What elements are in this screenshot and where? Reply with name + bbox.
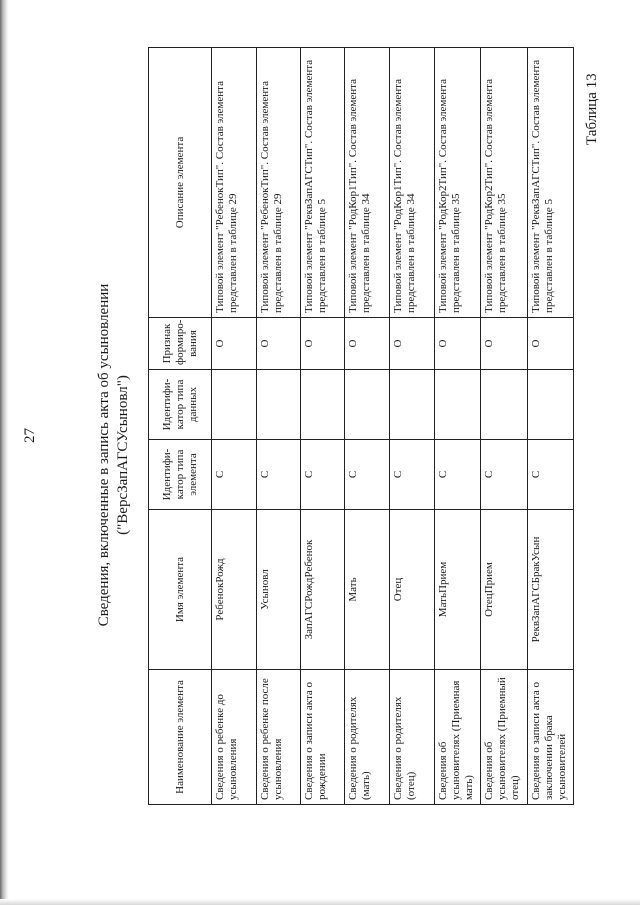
row-element-type-id-cell: С xyxy=(390,440,435,510)
table-row xyxy=(257,48,301,805)
table-row xyxy=(481,48,528,805)
row-element-type-id-cell: С xyxy=(257,440,301,510)
row-data-type-id-cell xyxy=(390,370,435,440)
row-element-name-cell: РеквЗапАГСБракУсын xyxy=(528,510,574,670)
elements-table xyxy=(148,47,574,805)
row-description-cell: Типовой элемент "РодКор1Тип". Состав элемента представлен в таблице 34 xyxy=(390,48,435,318)
row-element-name-cell: Отец xyxy=(390,510,435,670)
row-name-cell: Сведения о родителях (отец) xyxy=(390,670,435,805)
row-data-type-id-cell xyxy=(301,370,345,440)
row-data-type-id-cell xyxy=(481,370,528,440)
table-row xyxy=(390,48,435,805)
row-name-cell: Сведения об усыновителях (Приемная мать) xyxy=(435,670,481,805)
row-formation-sign-cell: О xyxy=(528,318,574,370)
row-description-cell: Типовой элемент "РодКор2Тип". Состав элемента представлен в таблице 35 xyxy=(435,48,481,318)
page-number: 27 xyxy=(22,428,38,443)
table-row xyxy=(212,48,257,805)
row-formation-sign-cell: О xyxy=(390,318,435,370)
row-formation-sign-cell: О xyxy=(345,318,390,370)
table-header-row xyxy=(149,48,212,805)
table-row xyxy=(301,48,345,805)
row-name-cell: Сведения о записи акта о рождении xyxy=(301,670,345,805)
row-name-cell: Сведения о родителях (мать) xyxy=(345,670,390,805)
row-element-name-cell: Мать xyxy=(345,510,390,670)
row-data-type-id-cell xyxy=(345,370,390,440)
row-formation-sign-cell: О xyxy=(481,318,528,370)
header-name: Наименование элемента xyxy=(149,670,212,805)
row-name-cell: Сведения об усыновителях (Приемный отец) xyxy=(481,670,528,805)
row-name-cell: Сведения о ребенке после усыновления xyxy=(257,670,301,805)
row-element-type-id-cell: С xyxy=(301,440,345,510)
header-element-type-id: Идентифи-катор типа элемента xyxy=(149,440,212,510)
row-element-type-id-cell: С xyxy=(435,440,481,510)
row-element-type-id-cell: С xyxy=(345,440,390,510)
row-element-type-id-cell: С xyxy=(481,440,528,510)
row-element-name-cell: РебенокРожд xyxy=(212,510,257,670)
row-data-type-id-cell xyxy=(212,370,257,440)
row-formation-sign-cell: О xyxy=(257,318,301,370)
row-data-type-id-cell xyxy=(435,370,481,440)
row-element-type-id-cell: С xyxy=(212,440,257,510)
row-formation-sign-cell: О xyxy=(435,318,481,370)
row-element-type-id-cell: С xyxy=(528,440,574,510)
table-row xyxy=(435,48,481,805)
table-label: Таблица 13 xyxy=(584,73,600,145)
row-description-cell: Типовой элемент "РеквЗапАГСТип". Состав элемента представлен в таблице 5 xyxy=(528,48,574,318)
row-description-cell: Типовой элемент "РодКор2Тип". Состав элемента представлен в таблице 35 xyxy=(481,48,528,318)
header-element-name: Имя элемента xyxy=(149,510,212,670)
table-title xyxy=(95,155,133,755)
row-description-cell: Типовой элемент "РебенокТип". Состав элемента представлен в таблице 29 xyxy=(212,48,257,318)
table-title-line2: ("ВерсЗапАГСУсыновл") xyxy=(115,375,131,535)
header-data-type-id: Идентифи-катор типа данных xyxy=(149,370,212,440)
row-name-cell: Сведения о записи акта о заключении брака усыновителей xyxy=(528,670,574,805)
row-data-type-id-cell xyxy=(528,370,574,440)
row-data-type-id-cell xyxy=(257,370,301,440)
row-formation-sign-cell: О xyxy=(301,318,345,370)
table-row xyxy=(528,48,574,805)
row-element-name-cell: Усыновл xyxy=(257,510,301,670)
table-row xyxy=(345,48,390,805)
row-element-name-cell: ОтецПрием xyxy=(481,510,528,670)
row-description-cell: Типовой элемент "РеквЗапАГСТип". Состав элемента представлен в таблице 5 xyxy=(301,48,345,318)
row-element-name-cell: ЗапАГСРождРебенок xyxy=(301,510,345,670)
header-description: Описание элемента xyxy=(149,48,212,318)
row-formation-sign-cell: О xyxy=(212,318,257,370)
row-description-cell: Типовой элемент "РебенокТип". Состав элемента представлен в таблице 29 xyxy=(257,48,301,318)
row-element-name-cell: МатьПрием xyxy=(435,510,481,670)
table-title-line1: Сведения, включенные в запись акта об усыновлении xyxy=(96,283,112,627)
header-formation-sign: Признак формиро-вания xyxy=(149,318,212,370)
row-name-cell: Сведения о ребенке до усыновления xyxy=(212,670,257,805)
row-description-cell: Типовой элемент "РодКор1Тип". Состав элемента представлен в таблице 34 xyxy=(345,48,390,318)
